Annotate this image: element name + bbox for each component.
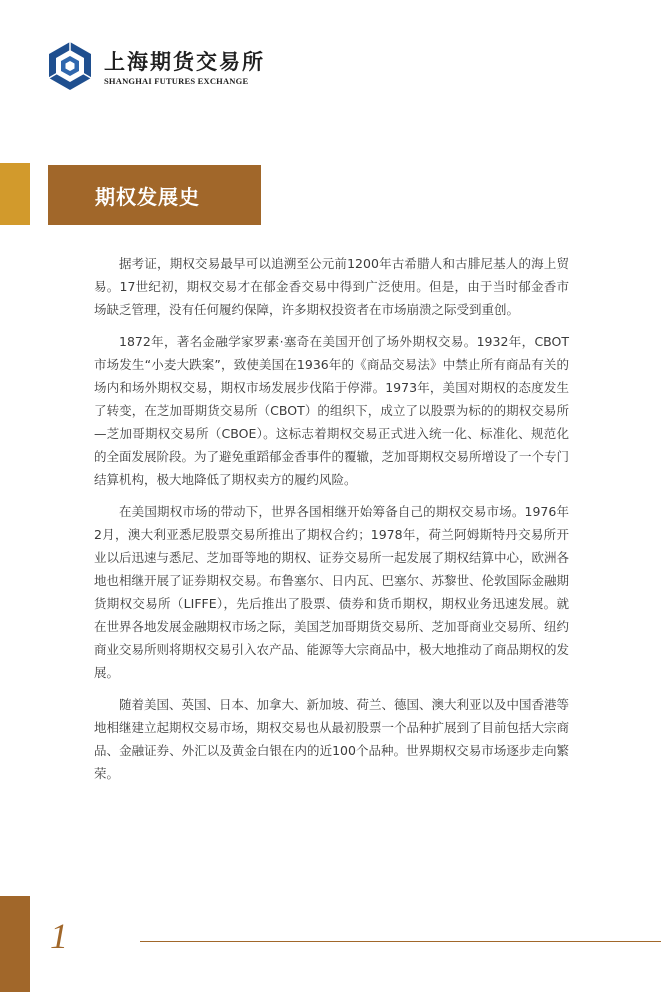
section-tab-accent bbox=[0, 163, 30, 225]
hexagon-logo-icon bbox=[44, 40, 96, 92]
paragraph: 随着美国、英国、日本、加拿大、新加坡、荷兰、德国、澳大利亚以及中国香港等地相继建立起期权交易市场，期权交易也从最初股票一个品种扩展到了目前包括大宗商品、金融证券、外汇以及黄金白银在内的近100个品种。世界期权交易市场逐步走向繁荣。 bbox=[94, 697, 570, 781]
logo-english-name: SHANGHAI FUTURES EXCHANGE bbox=[104, 76, 249, 86]
exchange-logo bbox=[44, 40, 265, 92]
logo-chinese-name: 上海期货交易所 bbox=[104, 49, 265, 74]
article-body bbox=[94, 252, 569, 794]
footer-divider bbox=[140, 941, 661, 942]
paragraph: 据考证，期权交易最早可以追溯至公元前1200年古希腊人和古腓尼基人的海上贸易。17世纪初，期权交易才在郁金香交易中得到广泛使用。但是，由于当时郁金香市场缺乏管理，没有任何履约保障，许多期权投资者在市场崩溃之际受到重创。 bbox=[94, 256, 569, 317]
section-title: 期权发展史 bbox=[48, 165, 261, 225]
paragraph: 在美国期权市场的带动下，世界各国相继开始筹备自己的期权交易市场。1976年2月，澳大利亚悉尼股票交易所推出了期权合约；1978年，荷兰阿姆斯特丹交易所开业以后迅速与悉尼、芝加哥等地的期权、证券交易所一起发展了期权结算中心，欧洲各地也相继开展了证券期权交易。布鲁塞尔、日内瓦、巴塞尔、苏黎世、伦敦国际金融期货期权交易所（LIFFE），先后推出了股票、债券和货币期权，期权业务迅速发展。就在世界各地发展金融期权市场之际，美国芝加哥期货交易所、芝加哥商业交易所、纽约商业交易所则将期权交易引入农产品、能源等大宗商品中，极大地推动了商品期权的发展。 bbox=[94, 504, 570, 680]
paragraph: 1872年，著名金融学家罗素·塞奇在美国开创了场外期权交易。1932年，CBOT市场发生“小麦大跌案”，致使美国在1936年的《商品交易法》中禁止所有商品有关的场内和场外期权交易，期权市场发展步伐陷于停滞。1973年，美国对期权的态度发生了转变，在芝加哥期货交易所（CBOT）的组织下，成立了以股票为标的的期权交易所—芝加哥期权交易所（CBOE）。这标志着期权交易正式进入统一化、标准化、规范化的全面发展阶段。为了避免重蹈郁金香事件的覆辙，芝加哥期权交易所增设了一个专门结算机构，极大地降低了期权卖方的履约风险。 bbox=[94, 334, 570, 487]
page-number: 1 bbox=[50, 916, 68, 956]
footer-tab-accent bbox=[0, 896, 30, 992]
